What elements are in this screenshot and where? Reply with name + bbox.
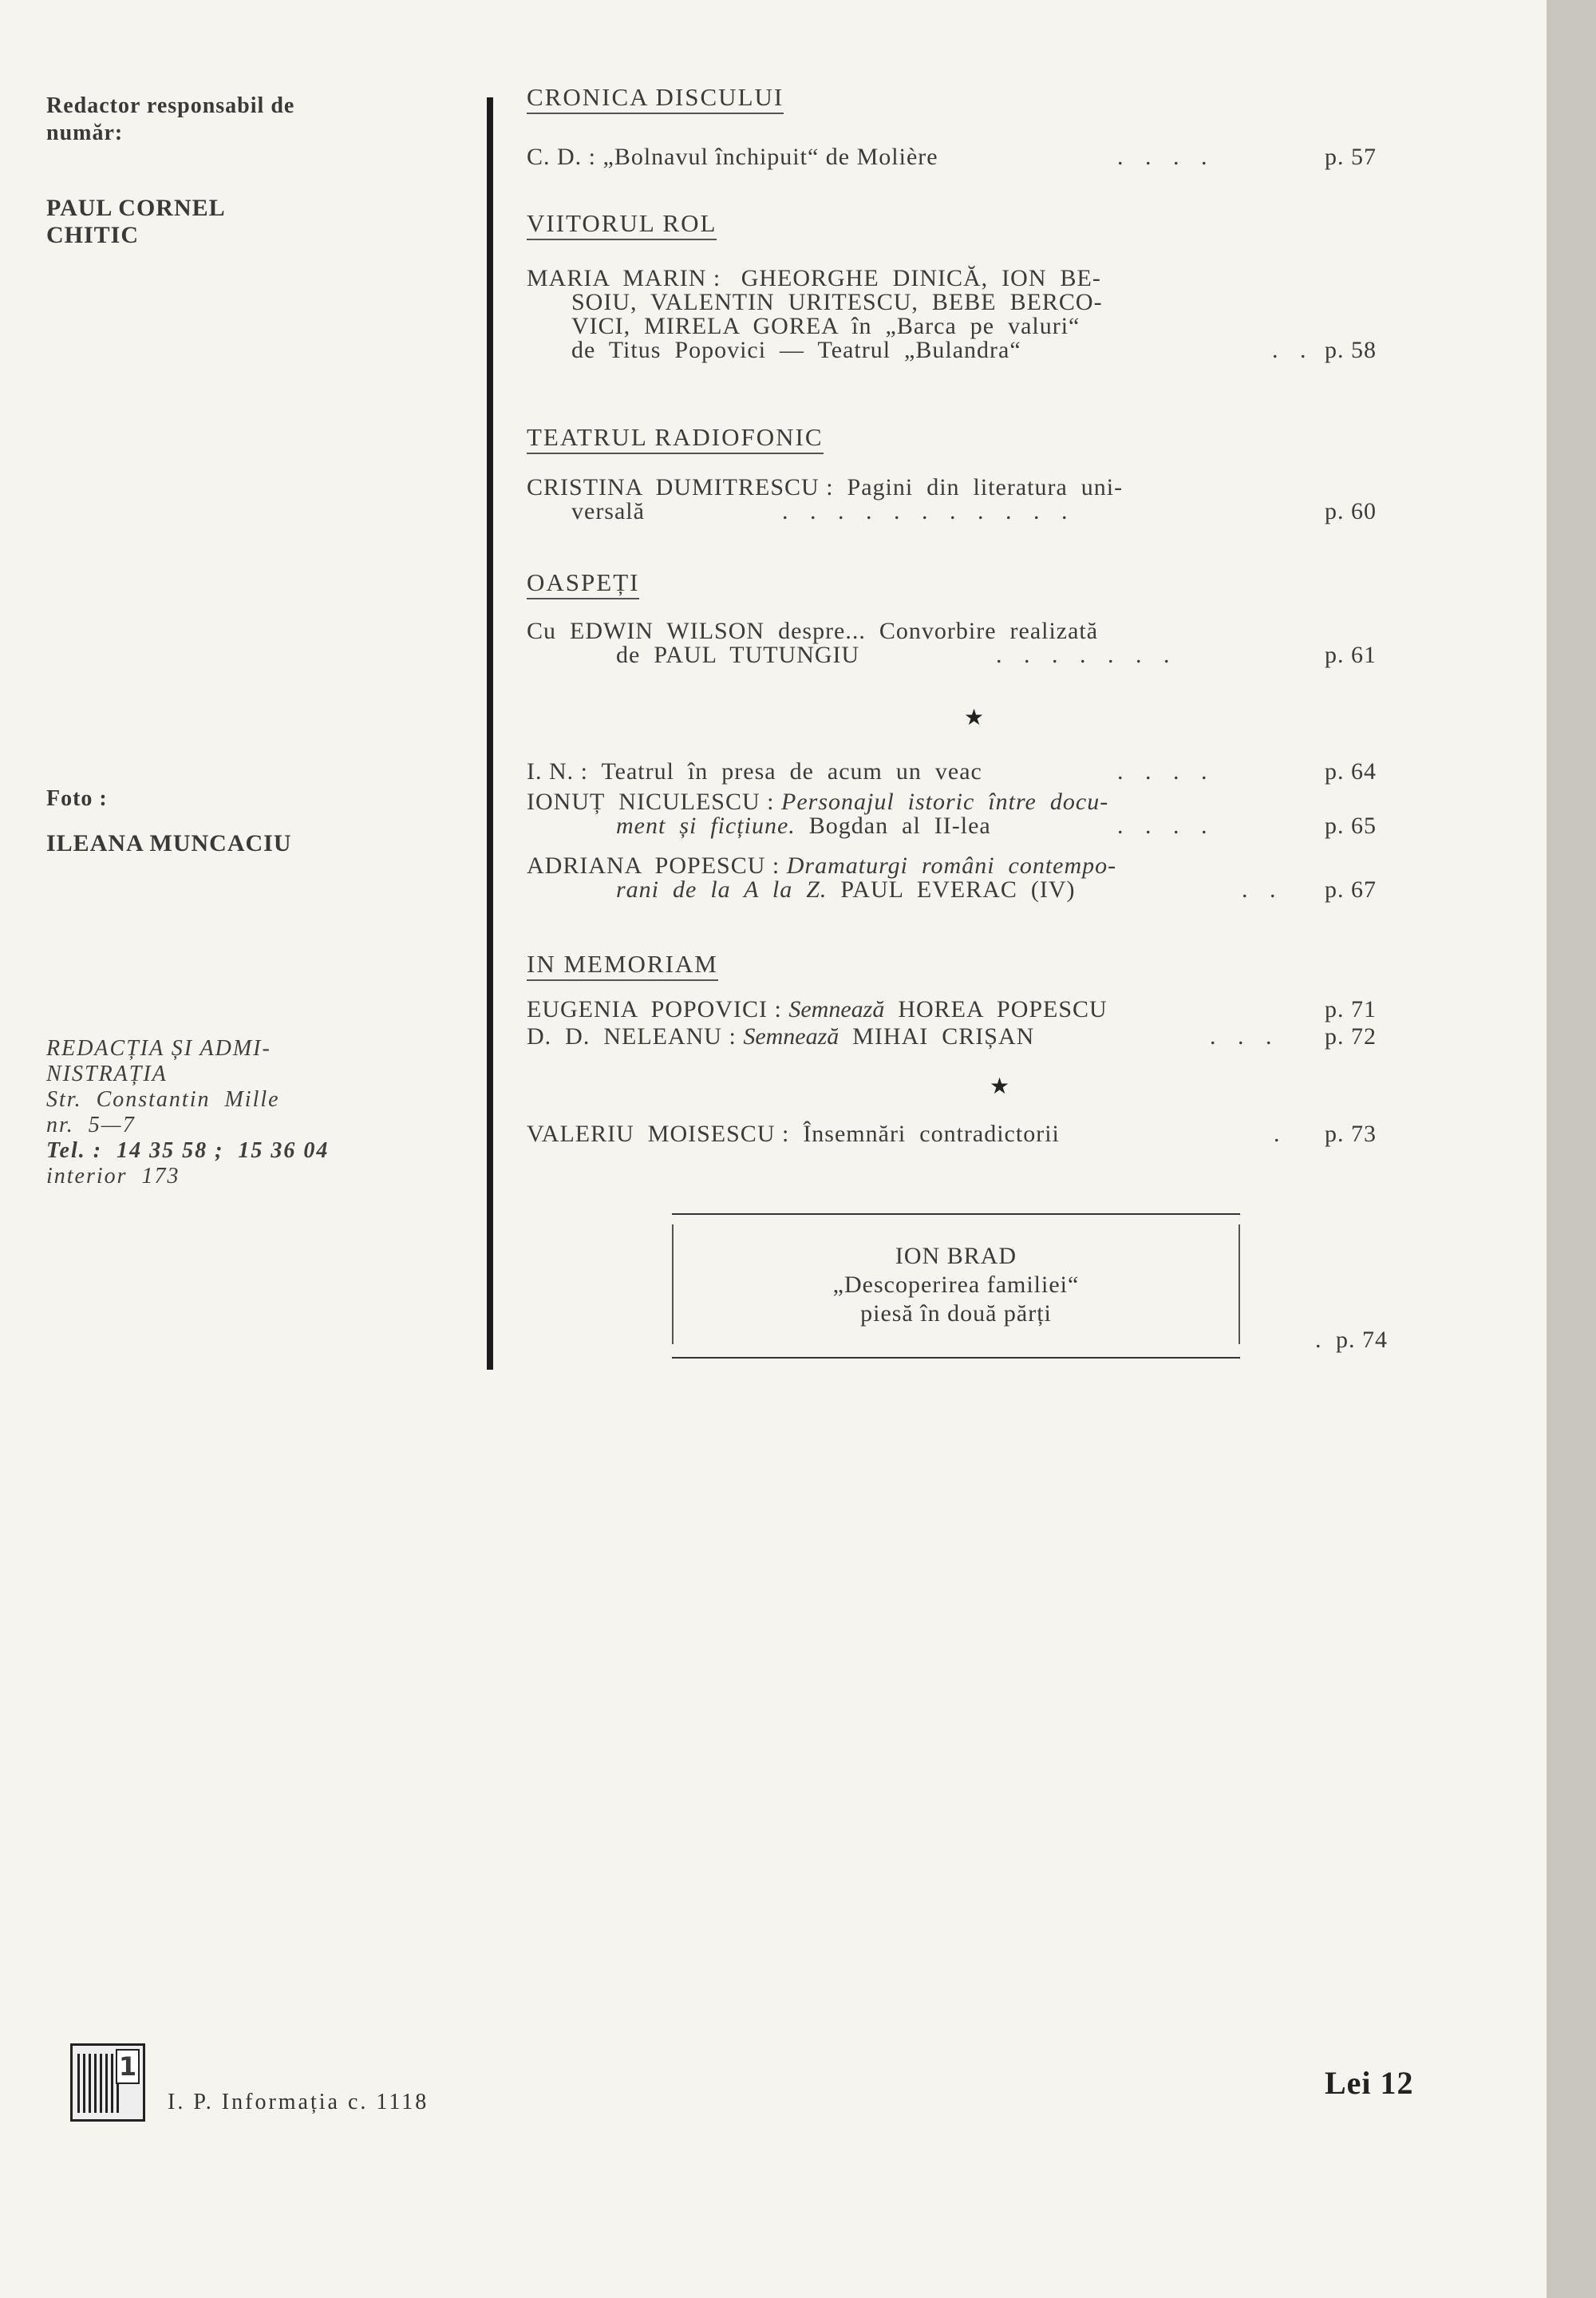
entry-text: SOIU, VALENTIN URITESCU, BEBE BERCO- — [571, 289, 1103, 315]
logo-bars — [77, 2054, 119, 2113]
entry-text-line — [527, 500, 1420, 524]
toc-entry — [527, 790, 1420, 838]
page-number: p. 72 — [1325, 1023, 1377, 1050]
entry-title: Semnează — [788, 996, 885, 1022]
entry-title: rani de la A la Z. — [616, 876, 828, 903]
entry-author: D. D. NELEANU : — [527, 1023, 744, 1050]
address-line: Str. Constantin Mille — [46, 1087, 280, 1112]
star-separator: ★ — [990, 1074, 1010, 1099]
background-strip — [1547, 0, 1596, 2298]
page-number: p. 58 — [1325, 337, 1377, 363]
section-heading — [527, 209, 717, 238]
entry-text: Cu EDWIN WILSON despre... Convorbire realizată — [527, 618, 1099, 644]
printer-imprint: I. P. Informația c. 1118 — [168, 2090, 429, 2114]
section-heading — [527, 423, 824, 452]
entry-title: Dramaturgi români contempo- — [786, 852, 1117, 879]
entry-text: HOREA POPESCU — [884, 996, 1108, 1022]
entry-text: I. N. : Teatrul în presa de acum un veac — [527, 758, 982, 785]
box-rule-bottom — [672, 1357, 1240, 1359]
box-rule-top — [672, 1213, 1240, 1215]
leader-dots: . . . . — [1117, 813, 1215, 839]
editor-label — [46, 93, 421, 147]
printer-logo-icon — [70, 2043, 145, 2122]
section-heading — [527, 568, 639, 597]
column-divider — [487, 97, 493, 1370]
editor-name-line: CHITIC — [46, 222, 140, 248]
logo-number: 1 — [116, 2049, 140, 2084]
leader-dots: . . — [1242, 876, 1284, 903]
toc-entry — [527, 998, 1420, 1022]
entry-text: PAUL EVERAC (IV) — [827, 876, 1076, 903]
entry-text: de PAUL TUTUNGIU — [616, 642, 860, 668]
page-number: p. 64 — [1325, 758, 1377, 785]
section-heading — [527, 950, 718, 979]
entry-author: ADRIANA POPESCU : — [527, 852, 787, 879]
page-number: p. 71 — [1325, 996, 1377, 1022]
editor-name — [46, 195, 421, 249]
play-title: „Descoperirea familiei“ — [832, 1272, 1080, 1298]
entry-text: MIHAI CRIȘAN — [839, 1023, 1035, 1050]
toc-entry — [527, 1122, 1420, 1146]
administration-address — [46, 1036, 397, 1189]
entry-title: Semnează — [743, 1023, 839, 1050]
entry-author: EUGENIA POPOVICI : — [527, 996, 789, 1022]
featured-play-text — [672, 1242, 1240, 1328]
toc-entry — [527, 854, 1420, 902]
leader-dots: . . . — [1210, 1023, 1280, 1050]
address-line: NISTRAȚIA — [46, 1062, 168, 1086]
address-line: interior 173 — [46, 1164, 180, 1189]
photo-label: Foto : — [46, 786, 108, 811]
price: Lei 12 — [1325, 2065, 1414, 2101]
leader-dots: . — [1274, 1121, 1288, 1147]
page-number: p. 67 — [1325, 876, 1377, 903]
entry-author: IONUȚ NICULESCU : — [527, 789, 781, 815]
leader-dots: . . . . — [1117, 144, 1215, 170]
toc-entry — [527, 145, 1420, 169]
section-heading-text: VIITORUL ROL — [527, 209, 717, 240]
featured-play-page — [1315, 1327, 1388, 1354]
address-line: Tel. : 14 35 58 ; 15 36 04 — [46, 1138, 330, 1163]
leader-dots: . . . . . . . — [996, 642, 1178, 668]
toc-entry — [527, 760, 1420, 784]
toc-entry — [527, 1025, 1420, 1049]
toc-entry — [527, 476, 1420, 524]
editor-name-line: PAUL CORNEL — [46, 195, 226, 221]
page-number: p. 73 — [1325, 1121, 1377, 1147]
section-heading-text: TEATRUL RADIOFONIC — [527, 423, 824, 454]
editor-label-line: număr: — [46, 121, 124, 145]
star-separator: ★ — [964, 706, 985, 730]
entry-text: CRISTINA DUMITRESCU : Pagini din literatura uni- — [527, 474, 1124, 500]
toc-entry — [527, 267, 1420, 362]
entry-text: MARIA MARIN : GHEORGHE DINICĂ, ION BE- — [527, 265, 1101, 291]
page-number: p. 61 — [1325, 642, 1377, 668]
toc-entry — [527, 619, 1420, 667]
play-subtitle: piesă în două părți — [860, 1300, 1052, 1327]
section-heading-text: CRONICA DISCULUI — [527, 83, 784, 114]
editor-label-line: Redactor responsabil de — [46, 93, 295, 118]
leader-dots: . — [1315, 1327, 1329, 1353]
entry-text: VICI, MIRELA GOREA în „Barca pe valuri“ — [571, 313, 1080, 339]
entry-title: Personajul istoric între docu- — [781, 789, 1109, 815]
featured-play-box — [672, 1213, 1240, 1359]
page-number: p. 65 — [1325, 813, 1377, 839]
section-heading-text: IN MEMORIAM — [527, 950, 718, 981]
entry-text-line — [527, 643, 1420, 667]
play-author: ION BRAD — [895, 1243, 1017, 1269]
page-number: p. 60 — [1325, 498, 1377, 524]
address-line: REDACȚIA ȘI ADMI- — [46, 1036, 271, 1061]
entry-text: versală — [571, 498, 645, 524]
entry-text: C. D. : „Bolnavul închipuit“ de Molière — [527, 144, 938, 170]
page-number: p. 57 — [1325, 144, 1377, 170]
entry-text: Bogdan al II-lea — [795, 813, 991, 839]
leader-dots: . . . . — [1117, 758, 1215, 785]
page-number: p. 74 — [1336, 1327, 1388, 1353]
address-line: nr. 5—7 — [46, 1113, 136, 1137]
entry-title: ment și ficțiune. — [616, 813, 796, 839]
section-heading-text: OASPEȚI — [527, 568, 639, 599]
leader-dots: . . . . . . . . . . . — [782, 498, 1076, 524]
section-heading — [527, 83, 784, 112]
photographer-name: ILEANA MUNCACIU — [46, 830, 292, 856]
entry-text-line — [527, 338, 1420, 362]
leader-dots: . . — [1272, 337, 1314, 363]
entry-text: VALERIU MOISESCU : Însemnări contradictorii — [527, 1121, 1060, 1147]
entry-text: de Titus Popovici — Teatrul „Bulandra“ — [571, 337, 1021, 363]
